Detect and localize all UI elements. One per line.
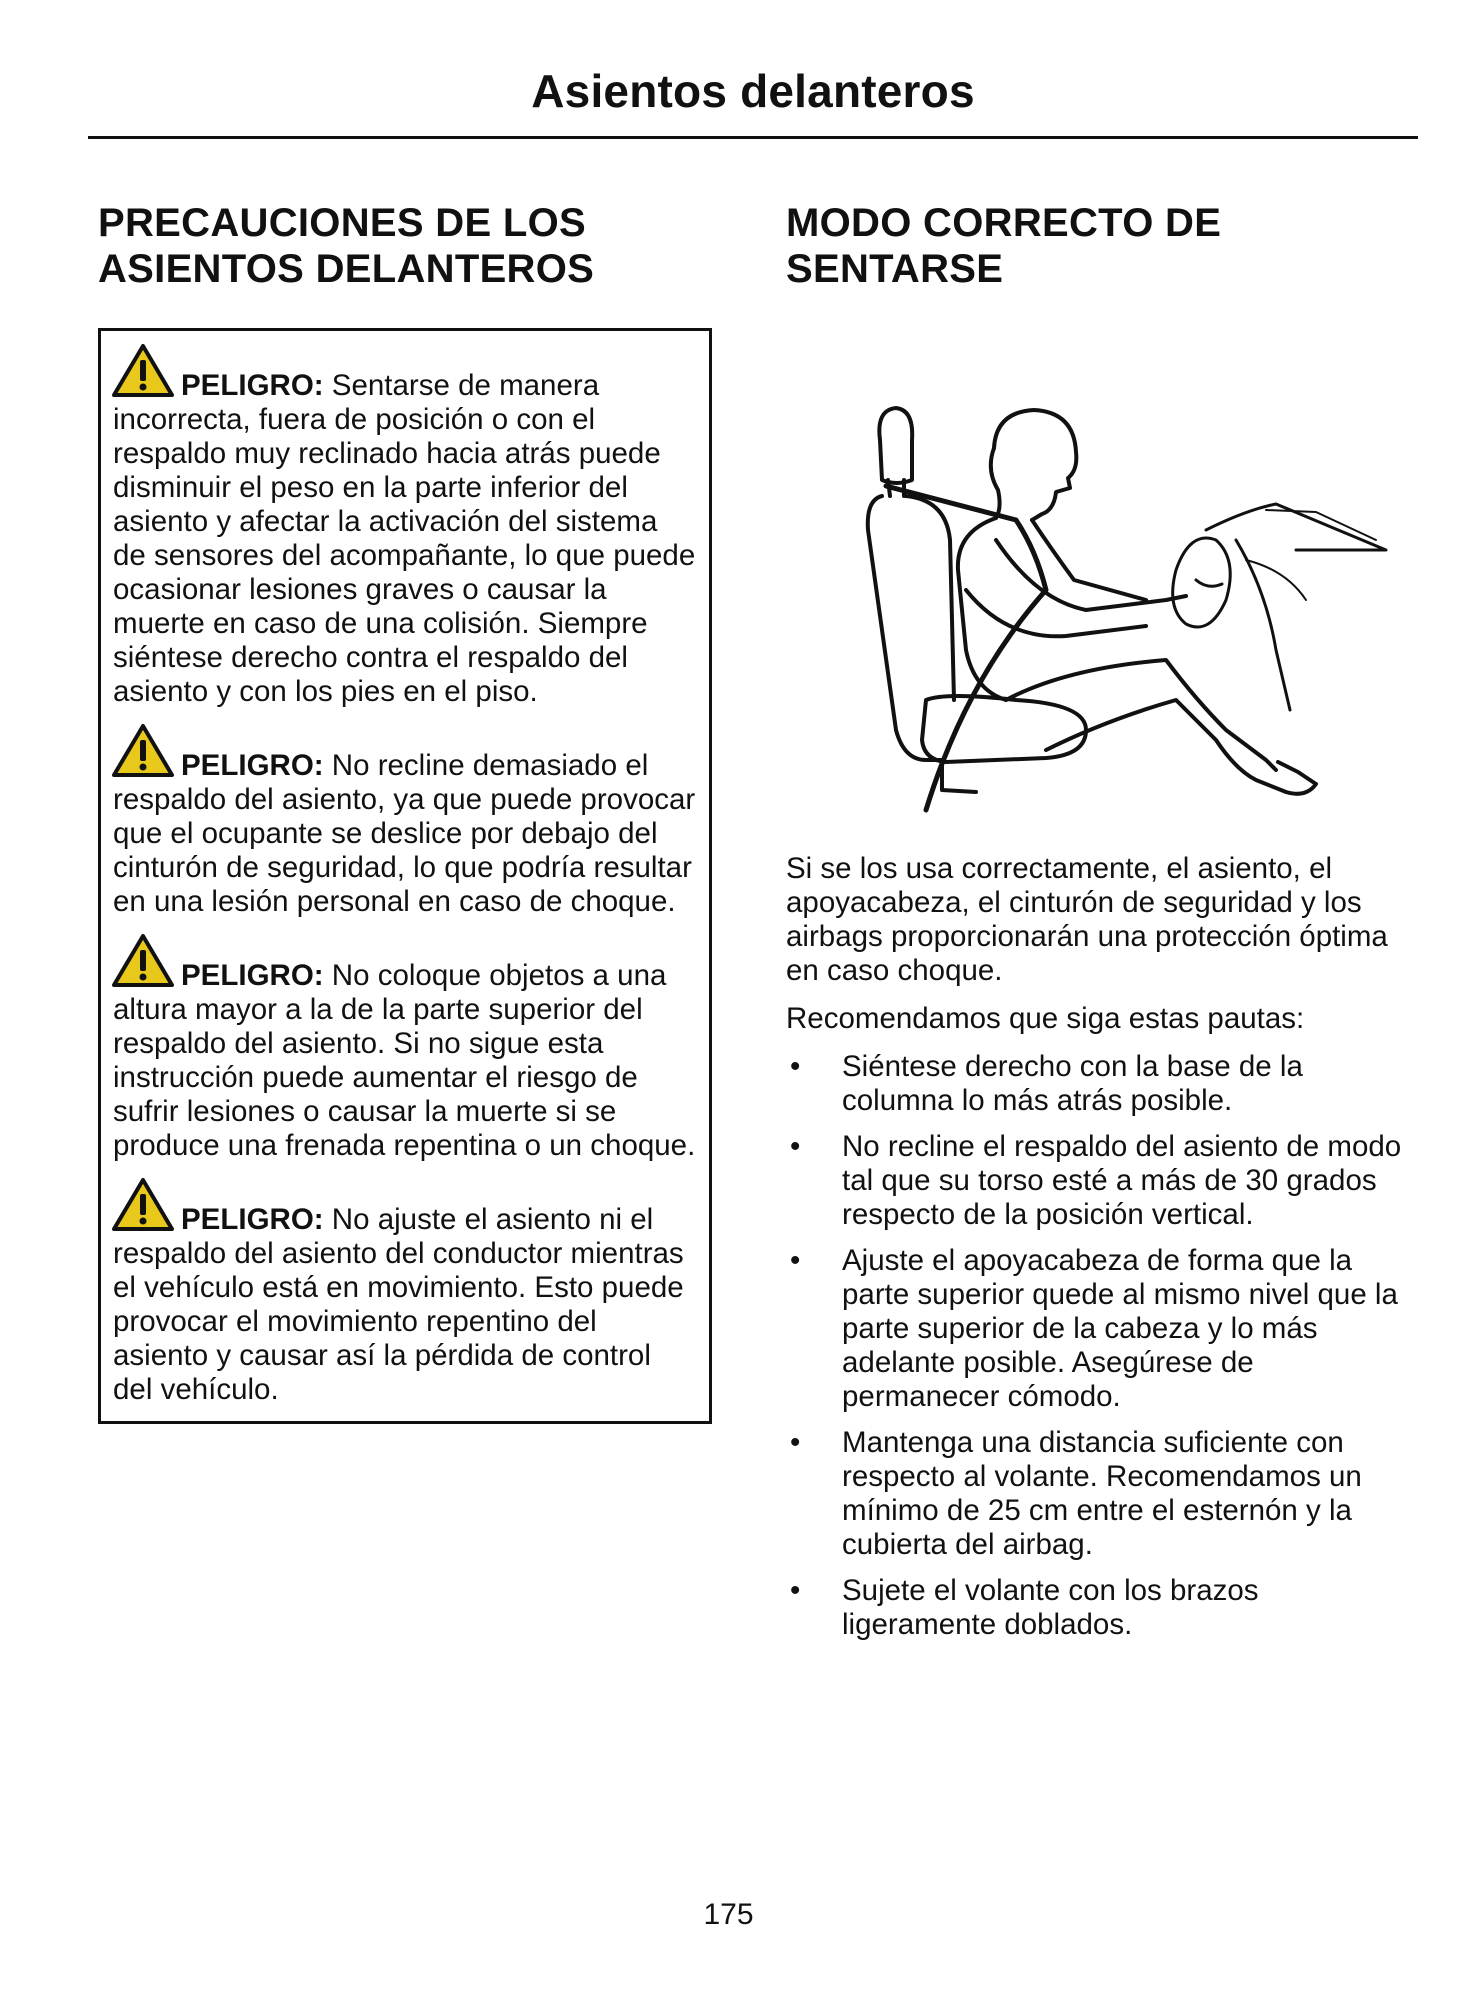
recommend-paragraph: Recomendamos que siga estas pautas: xyxy=(786,1002,1305,1035)
list-item xyxy=(786,1050,1416,1118)
heading-line: ASIENTOS DELANTEROS xyxy=(98,247,595,291)
left-column xyxy=(98,200,728,1406)
warning-text: No ajuste el asiento ni el respaldo del asiento del conductor mientras el vehículo está en movimiento. Esto puede provocar el movimiento repentino del asiento y causar así la pérdida de control del vehículo. xyxy=(113,1203,684,1406)
warning-label: PELIGRO: xyxy=(181,749,324,782)
warning-label: PELIGRO: xyxy=(181,1203,324,1236)
heading-line: SENTARSE xyxy=(786,247,1004,291)
bullet-marker: • xyxy=(790,1574,801,1607)
list-item-text: No recline el respaldo del asiento de modo tal que su torso esté a más de 30 grados respecto de la posición vertical. xyxy=(842,1130,1402,1231)
guidelines-list xyxy=(786,1050,1416,1642)
list-item xyxy=(786,1130,1416,1232)
page-title: Asientos delanteros xyxy=(531,65,975,117)
warning-item xyxy=(113,343,697,709)
body-text xyxy=(786,852,1416,1654)
warning-text: Sentarse de manera incorrecta, fuera de posición o con el respaldo muy reclinado hacia atrás puede disminuir el peso en la parte inferior del asiento y afectar la activación del sistema de sensores del acompañante, lo que puede ocasionar lesiones graves o causar la muerte en caso de una colisión. Siempre siéntese derecho contra el respaldo del asiento y con los pies en el piso. xyxy=(113,369,696,708)
warning-item xyxy=(113,723,697,919)
warning-triangle-icon xyxy=(111,343,175,399)
seated-driver-illustration-icon xyxy=(846,400,1406,820)
warning-triangle-icon xyxy=(111,1177,175,1233)
heading-line: MODO CORRECTO DE xyxy=(786,201,1222,245)
warning-box xyxy=(98,328,712,1424)
section-heading-sitting xyxy=(786,200,1416,292)
title-divider xyxy=(88,136,1418,139)
warning-item xyxy=(113,1177,697,1407)
warning-item xyxy=(113,933,697,1163)
bullet-marker: • xyxy=(790,1426,801,1459)
warning-text: No recline demasiado el respaldo del asiento, ya que puede provocar que el ocupante se deslice por debajo del cinturón de seguridad, lo que podría resultar en una lesión personal en caso de choque. xyxy=(113,749,696,918)
page-number: 175 xyxy=(703,1898,754,1931)
section-heading-precautions xyxy=(98,200,728,292)
right-column xyxy=(786,200,1416,1641)
list-item-text: Ajuste el apoyacabeza de forma que la parte superior quede al mismo nivel que la parte superior de la cabeza y lo más adelante posible. Asegúrese de permanecer cómodo. xyxy=(842,1244,1398,1413)
bullet-marker: • xyxy=(790,1244,801,1277)
warning-text: No coloque objetos a una altura mayor a la de la parte superior del respaldo del asiento. Si no sigue esta instrucción puede aumentar el riesgo de sufrir lesiones o causar la muerte si se produce una frenada repentina o un choque. xyxy=(113,959,696,1162)
warning-label: PELIGRO: xyxy=(181,369,324,402)
list-item-text: Sujete el volante con los brazos ligeramente doblados. xyxy=(842,1574,1259,1641)
bullet-marker: • xyxy=(790,1050,801,1083)
warning-triangle-icon xyxy=(111,933,175,989)
warning-triangle-icon xyxy=(111,723,175,779)
intro-paragraph: Si se los usa correctamente, el asiento, el apoyacabeza, el cinturón de seguridad y los airbags proporcionarán una protección óptima en caso choque. xyxy=(786,852,1388,987)
list-item xyxy=(786,1574,1416,1642)
list-item xyxy=(786,1426,1416,1562)
heading-line: PRECAUCIONES DE LOS xyxy=(98,201,586,245)
list-item-text: Siéntese derecho con la base de la columna lo más atrás posible. xyxy=(842,1050,1303,1117)
warning-label: PELIGRO: xyxy=(181,959,324,992)
list-item xyxy=(786,1244,1416,1414)
bullet-marker: • xyxy=(790,1130,801,1163)
list-item-text: Mantenga una distancia suficiente con respecto al volante. Recomendamos un mínimo de 25 cm entre el esternón y la cubierta del airbag. xyxy=(842,1426,1362,1561)
